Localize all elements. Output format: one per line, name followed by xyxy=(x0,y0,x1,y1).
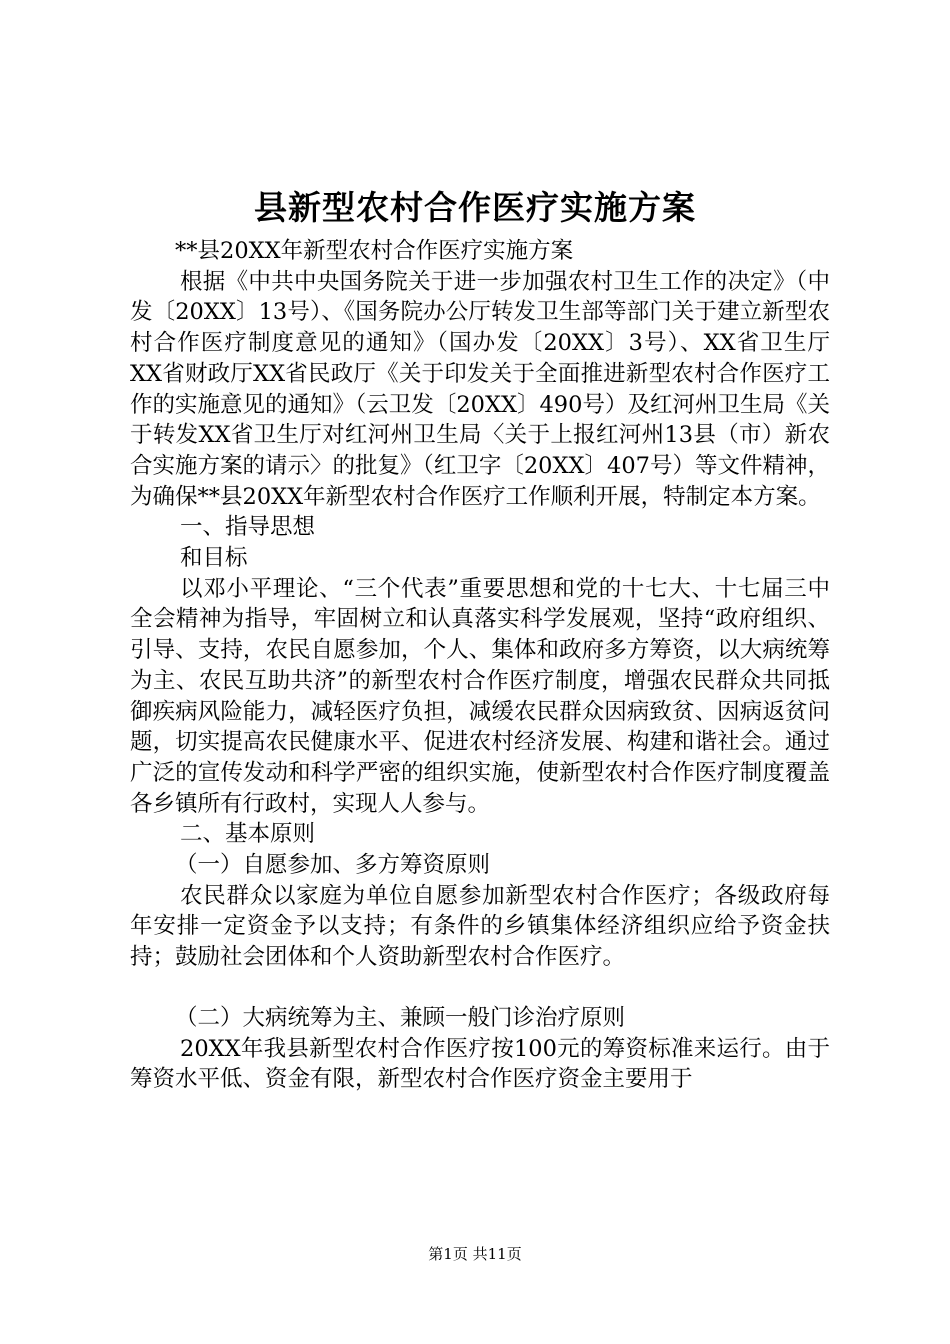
voluntary-paragraph: 农民群众以家庭为单位自愿参加新型农村合作医疗；各级政府每年安排一定资金予以支持；有条件的乡镇集体经济组织应给予资金扶持；鼓励社会团体和个人资助新型农村合作医疗。 xyxy=(130,882,830,971)
page-footer: 第1页 共11页 xyxy=(428,1245,522,1263)
major-illness-paragraph: 20XX年我县新型农村合作医疗按100元的筹资标准来运行。由于筹资水平低、资金有限，新型农村合作医疗资金主要用于 xyxy=(130,1035,830,1093)
guiding-ideology-paragraph: 以邓小平理论、“三个代表”重要思想和党的十七大、十七届三中全会精神为指导，牢固树立和认真落实科学发展观，坚持“政府组织、引导、支持，农民自愿参加，个人、集体和政府多方筹资，以大病统筹为主、农民互助共济”的新型农村合作医疗制度，增强农民群众共同抵御疾病风险能力，减轻医疗负担，减缓农民群众因病致贫、因病返贫问题，切实提高农民健康水平、促进农村经济发展、构建和谐社会。通过广泛的宣传发动和科学严密的组织实施，使新型农村合作医疗制度覆盖各乡镇所有行政村，实现人人参与。 xyxy=(130,575,830,817)
section-heading-basic-principles: 二、基本原则 xyxy=(180,821,316,848)
subsection-heading-voluntary: （一）自愿参加、多方筹资原则 xyxy=(175,852,491,879)
section-heading-guiding-ideology: 一、指导思想 xyxy=(180,514,316,541)
basis-paragraph: 根据《中共中央国务院关于进一步加强农村卫生工作的决定》（中发〔20XX〕13号）、《国务院办公厅转发卫生部等部门关于建立新型农村合作医疗制度意见的通知》（国办发〔20XX〕3号）、XX省卫生厅XX省财政厅XX省民政厅《关于印发关于全面推进新型农村合作医疗工作的实施意见的通知》（云卫发〔20XX〕490号）及红河州卫生局《关于转发XX省卫生厅对红河州卫生局〈关于上报红河州13县（市）新农合实施方案的请示〉的批复》（红卫字〔20XX〕407号）等文件精神，为确保**县20XX年新型农村合作医疗工作顺利开展，特制定本方案。 xyxy=(130,268,830,510)
subtitle-paragraph: **县20XX年新型农村合作医疗实施方案 xyxy=(175,238,574,264)
subsection-heading-major-illness: （二）大病统筹为主、兼顾一般门诊治疗原则 xyxy=(175,1004,626,1031)
document-title: 县新型农村合作医疗实施方案 xyxy=(254,188,696,227)
document-body xyxy=(130,236,830,1095)
paragraph-gap xyxy=(130,973,830,1003)
section-heading-goals: 和目标 xyxy=(180,545,248,572)
